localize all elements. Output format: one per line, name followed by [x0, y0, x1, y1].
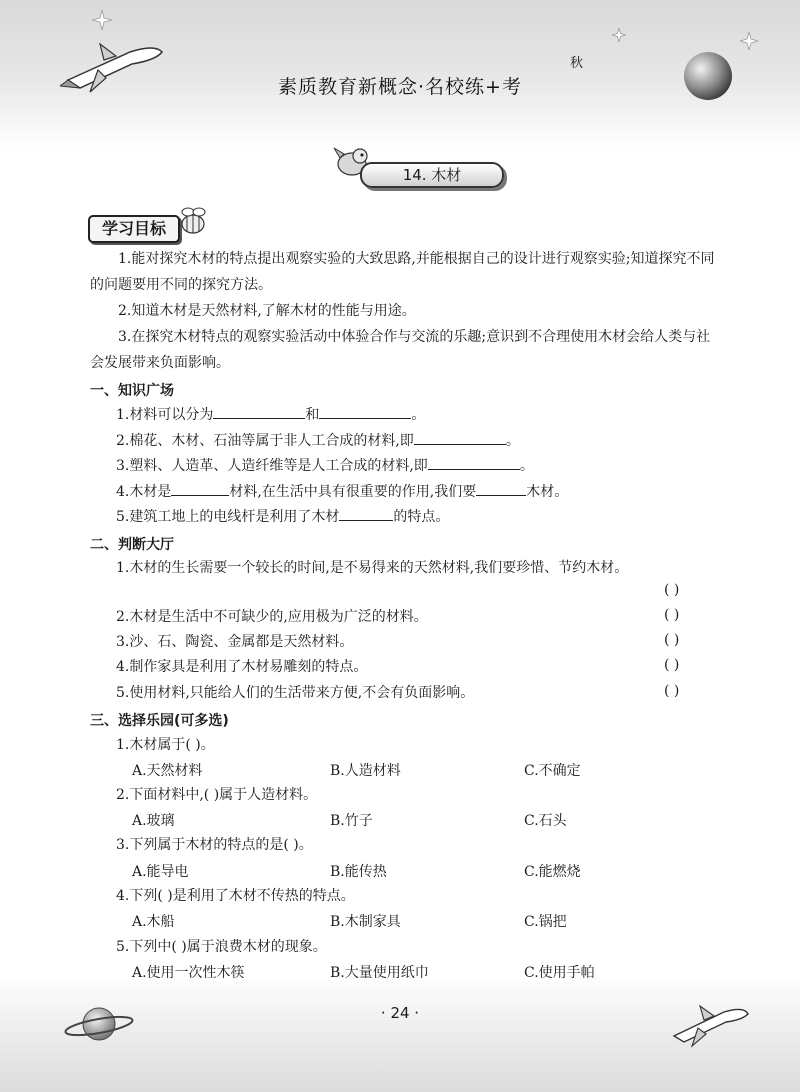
question-text: 。: [505, 433, 520, 449]
choice-option-a[interactable]: A.玻璃: [132, 813, 175, 829]
fill-question-2: [116, 430, 520, 451]
choice-question-3: 3.下列属于木材的特点的是( )。: [116, 837, 313, 853]
choice-option-b[interactable]: B.能传热: [330, 864, 387, 880]
objectives-label: 学习目标: [88, 215, 180, 243]
bee-icon: [176, 204, 210, 238]
header-title: 素质教育新概念·名校练+考: [278, 76, 522, 98]
judge-question-1: 1.木材的生长需要一个较长的时间,是不易得来的天然材料,我们要珍惜、节约木材。: [116, 560, 629, 576]
star-icon: [612, 28, 626, 42]
answer-blank[interactable]: [476, 481, 526, 496]
answer-parentheses[interactable]: ( ): [664, 582, 680, 598]
choice-option-b[interactable]: B.大量使用纸巾: [330, 965, 429, 981]
star-icon: [740, 32, 758, 50]
judge-question-5: 5.使用材料,只能给人们的生活带来方便,不会有负面影响。: [116, 685, 475, 701]
question-text: 。: [411, 407, 426, 423]
choice-option-c[interactable]: C.使用手帕: [524, 965, 595, 981]
question-text: 材料,在生活中具有很重要的作用,我们要: [229, 484, 477, 500]
question-text: 5.建筑工地上的电线杆是利用了木材: [116, 509, 340, 525]
answer-blank[interactable]: [428, 455, 520, 470]
answer-parentheses[interactable]: ( ): [664, 657, 680, 673]
choice-option-b[interactable]: B.木制家具: [330, 914, 401, 930]
answer-blank[interactable]: [171, 481, 229, 496]
objective-1: 1.能对探究木材的特点提出观察实验的大致思路,并能根据自己的设计进行观察实验;知道探究不同的问题要用不同的探究方法。: [90, 251, 715, 293]
choice-option-a[interactable]: A.使用一次性木筷: [132, 965, 245, 981]
choice-option-c[interactable]: C.石头: [524, 813, 567, 829]
answer-parentheses[interactable]: ( ): [664, 632, 680, 648]
choice-option-c[interactable]: C.锅把: [524, 914, 567, 930]
choice-option-b[interactable]: B.竹子: [330, 813, 373, 829]
choice-question-2: 2.下面材料中,( )属于人造材料。: [116, 787, 318, 803]
fill-question-3: [116, 455, 534, 476]
answer-blank[interactable]: [339, 506, 393, 521]
choice-option-a[interactable]: A.木船: [132, 914, 175, 930]
answer-blank[interactable]: [319, 404, 411, 419]
space-shuttle-icon: [668, 994, 752, 1050]
answer-parentheses[interactable]: ( ): [664, 607, 680, 623]
question-text: 3.塑料、人造革、人造纤维等是人工合成的材料,即: [116, 458, 428, 474]
fill-question-1: [116, 404, 425, 425]
choice-option-a[interactable]: A.能导电: [132, 864, 189, 880]
choice-question-4: 4.下列( )是利用了木材不传热的特点。: [116, 888, 355, 904]
star-icon: [92, 10, 112, 30]
question-text: 2.棉花、木材、石油等属于非人工合成的材料,即: [116, 433, 414, 449]
question-text: 的特点。: [393, 509, 450, 525]
ringed-planet-icon: [62, 1002, 136, 1046]
objective-2: 2.知道木材是天然材料,了解木材的性能与用途。: [118, 303, 416, 319]
objective-3: 3.在探究木材特点的观察实验活动中体验合作与交流的乐趣;意识到不合理使用木材会给人类与社会发展带来负面影响。: [90, 329, 711, 371]
question-text: 1.材料可以分为: [116, 407, 214, 423]
judge-question-4: 4.制作家具是利用了木材易雕刻的特点。: [116, 659, 368, 675]
lesson-title: 14. 木材: [360, 162, 504, 188]
page-number: · 24 ·: [380, 1004, 420, 1022]
answer-blank[interactable]: [213, 404, 305, 419]
fill-question-4: [116, 481, 568, 502]
section-heading: 二、判断大厅: [90, 537, 174, 553]
choice-option-b[interactable]: B.人造材料: [330, 763, 401, 779]
judge-question-3: 3.沙、石、陶瓷、金属都是天然材料。: [116, 634, 354, 650]
choice-question-1: 1.木材属于( )。: [116, 737, 215, 753]
question-text: 木材。: [526, 484, 569, 500]
fill-question-5: [116, 506, 449, 527]
answer-blank[interactable]: [414, 430, 506, 445]
choice-option-a[interactable]: A.天然材料: [132, 763, 203, 779]
question-text: 。: [519, 458, 534, 474]
choice-option-c[interactable]: C.能燃烧: [524, 864, 581, 880]
question-text: 4.木材是: [116, 484, 172, 500]
answer-parentheses[interactable]: ( ): [664, 683, 680, 699]
section-heading: 三、选择乐园(可多选): [90, 713, 229, 729]
season-label: 秋: [570, 56, 584, 71]
judge-question-2: 2.木材是生活中不可缺少的,应用极为广泛的材料。: [116, 609, 428, 625]
choice-question-5: 5.下列中( )属于浪费木材的现象。: [116, 939, 327, 955]
section-heading: 一、知识广场: [90, 383, 174, 399]
choice-option-c[interactable]: C.不确定: [524, 763, 581, 779]
question-text: 和: [305, 407, 320, 423]
